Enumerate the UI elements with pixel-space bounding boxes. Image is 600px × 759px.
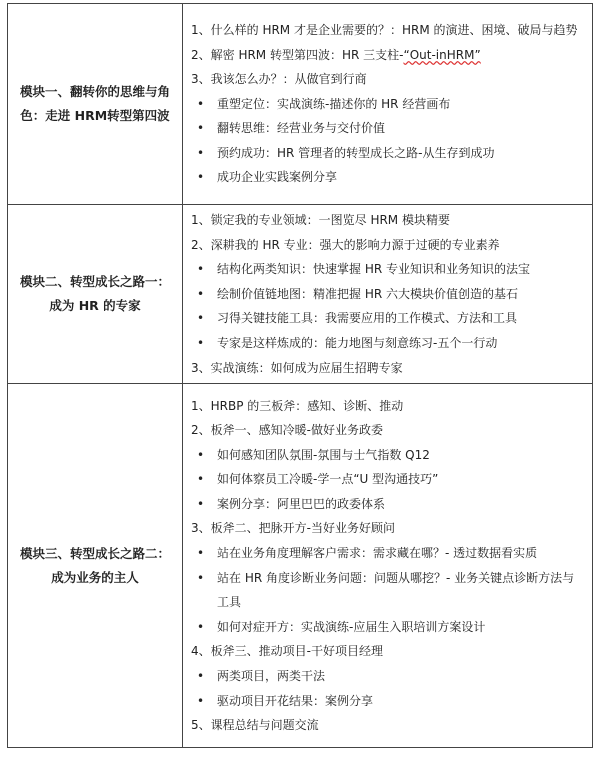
- bullet-item: [191, 257, 586, 282]
- module-title-line: 色：走进 HRM转型第四波: [20, 108, 170, 123]
- bullet-icon: •: [197, 262, 205, 277]
- module-row-3: [8, 384, 593, 748]
- module-content-cell: [183, 4, 593, 205]
- bullet-item: [191, 282, 586, 307]
- list-item: 5、课程总结与问题交流: [191, 718, 319, 733]
- bullet-text: 站在业务角度理解客户需求：需求藏在哪？- 透过数据看实质: [217, 546, 538, 561]
- module-title-line: 成为 HR 的专家: [49, 298, 141, 314]
- bullet-icon: •: [197, 286, 205, 301]
- bullet-icon: •: [197, 570, 205, 585]
- bullet-text: 结构化两类知识：快速掌握 HR 专业知识和业务知识的法宝: [217, 262, 530, 277]
- list-item: 2、板斧一、感知冷暖-做好业务政委: [191, 423, 383, 438]
- bullet-item: [191, 467, 586, 492]
- bullet-icon: •: [197, 447, 205, 462]
- bullet-icon: •: [197, 693, 205, 708]
- list-item: 1、锁定我的专业领域：一图览尽 HRM 模块精要: [191, 213, 450, 227]
- bullet-item: [191, 566, 586, 615]
- bullet-text: 专家是这样炼成的：能力地图与刻意练习-五个一行动: [217, 335, 498, 350]
- bullet-icon: •: [197, 170, 205, 185]
- bullet-item: [191, 615, 586, 640]
- course-outline-table: [7, 3, 593, 748]
- module-title-cell: [8, 384, 183, 748]
- bullet-icon: •: [197, 472, 205, 487]
- bullet-icon: •: [197, 311, 205, 326]
- bullet-text: 驱动项目开花结果：案例分享: [217, 693, 374, 708]
- bullet-text: 翻转思维：经营业务与交付价值: [217, 121, 386, 136]
- bullet-item: [191, 92, 586, 117]
- module-title-cell: [8, 205, 183, 384]
- list-item: 2、深耕我的 HR 专业：强大的影响力源于过硬的专业素养: [191, 237, 500, 252]
- bullet-text: 案例分享：阿里巴巴的政委体系: [217, 496, 386, 511]
- list-item: 3、实战演练：如何成为应届生招聘专家: [191, 360, 403, 375]
- module-row-2: [8, 205, 593, 384]
- bullet-item: [191, 331, 586, 356]
- bullet-icon: •: [197, 335, 205, 350]
- bullet-text: 两类项目，两类干法: [217, 669, 326, 684]
- bullet-text: 预约成功：HR 管理者的转型成长之路-从生存到成功: [217, 145, 495, 160]
- bullet-item: [191, 492, 586, 517]
- module-title-line: 成为业务的主人: [51, 569, 139, 585]
- bullet-text: 如何感知团队氛围-氛围与士气指数 Q12: [217, 447, 430, 462]
- bullet-text: 重塑定位：实战演练-描述你的 HR 经营画布: [217, 96, 451, 111]
- bullet-item: [191, 116, 586, 141]
- list-item: [191, 43, 586, 68]
- module-title-line: 模块三、转型成长之路二：: [19, 545, 170, 561]
- bullet-icon: •: [197, 546, 205, 561]
- module-title-cell: [8, 4, 183, 205]
- module-row-1: [8, 4, 593, 205]
- bullet-icon: •: [197, 121, 205, 136]
- bullet-text: 绘制价值链地图：精准把握 HR 六大模块价值创造的基石: [217, 286, 518, 301]
- bullet-item: [191, 306, 586, 331]
- list-item: 4、板斧三、推动项目-干好项目经理: [191, 644, 383, 659]
- bullet-text: 成功企业实践案例分享: [217, 170, 338, 185]
- bullet-text: 习得关键技能工具：我需要应用的工作模式、方法和工具: [217, 311, 518, 326]
- bullet-icon: •: [197, 669, 205, 684]
- module-content-cell: [183, 205, 593, 384]
- bullet-item: [191, 689, 586, 714]
- list-item-text: 2、解密 HRM 转型第四波：HR 三支柱-: [191, 47, 404, 62]
- module-title-line: 模块二、转型成长之路一：: [19, 274, 170, 290]
- list-item: 3、我该怎么办？：从做官到行商: [191, 72, 367, 87]
- spellcheck-flagged-text: “Out-inHRM”: [403, 47, 481, 62]
- bullet-icon: •: [197, 496, 205, 511]
- module-content-cell: [183, 384, 593, 748]
- bullet-item: [191, 141, 586, 166]
- bullet-item: [191, 165, 586, 190]
- bullet-item: [191, 443, 586, 468]
- bullet-item: [191, 664, 586, 689]
- bullet-icon: •: [197, 145, 205, 160]
- list-item: 1、什么样的 HRM 才是企业需要的？：HRM 的演进、困境、破局与趋势: [191, 22, 578, 37]
- bullet-item: [191, 541, 586, 566]
- bullet-text: 如何对症开方：实战演练-应届生入职培训方案设计: [217, 619, 486, 634]
- bullet-icon: •: [197, 96, 205, 111]
- bullet-text: 如何体察员工冷暖-学一点“U 型沟通技巧”: [217, 472, 439, 487]
- module-title-line: 模块一、翻转你的思维与角: [19, 84, 170, 99]
- list-item: 1、HRBP 的三板斧：感知、诊断、推动: [191, 398, 404, 413]
- bullet-icon: •: [197, 619, 205, 634]
- bullet-text: 站在 HR 角度诊断业务问题：问题从哪挖？- 业务关键点诊断方法与工具: [217, 570, 575, 610]
- list-item: 3、板斧二、把脉开方-当好业务好顾问: [191, 521, 395, 536]
